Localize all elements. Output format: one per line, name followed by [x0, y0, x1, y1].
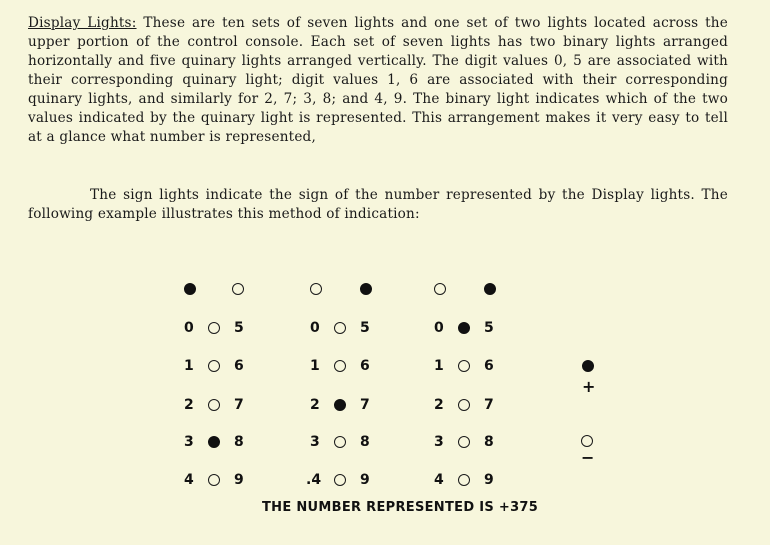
display-lights-paragraph: [28, 14, 728, 147]
quinary-digit-high: 8: [234, 434, 244, 450]
quinary-digit-low: 4: [184, 472, 194, 488]
quinary-digit-high: 9: [360, 472, 370, 488]
quinary-digit-low: 0: [310, 320, 320, 336]
binary-light-left: [184, 283, 196, 295]
quinary-digit-high: 8: [360, 434, 370, 450]
quinary-light: [334, 474, 346, 486]
binary-light-left: [310, 283, 322, 295]
quinary-digit-low: 0: [184, 320, 194, 336]
number-represented-caption: THE NUMBER REPRESENTED IS +375: [262, 500, 539, 515]
quinary-digit-high: 5: [360, 320, 370, 336]
quinary-light: [334, 399, 346, 411]
quinary-digit-high: 7: [360, 397, 370, 413]
quinary-digit-low: 4: [434, 472, 444, 488]
quinary-light: [458, 474, 470, 486]
quinary-light: [458, 322, 470, 334]
quinary-digit-high: 9: [484, 472, 494, 488]
quinary-digit-low: 1: [434, 358, 444, 374]
quinary-digit-low: .4: [306, 472, 322, 488]
quinary-digit-low: 1: [310, 358, 320, 374]
quinary-digit-high: 6: [484, 358, 494, 374]
quinary-light: [334, 360, 346, 372]
quinary-light: [208, 322, 220, 334]
plus-sign-light: [582, 360, 594, 372]
quinary-digit-low: 2: [184, 397, 194, 413]
quinary-digit-low: 3: [434, 434, 444, 450]
quinary-digit-low: 1: [184, 358, 194, 374]
quinary-digit-high: 7: [484, 397, 494, 413]
quinary-light: [458, 360, 470, 372]
quinary-digit-high: 6: [360, 358, 370, 374]
quinary-digit-low: 2: [310, 397, 320, 413]
quinary-light: [208, 399, 220, 411]
display-lights-body: These are ten sets of seven lights and one set of two lights located across the upper portion of the control console. Each set of seven lights has two binary lights arranged horizontally and five quinary lights arranged vertically. The digit values 0, 5 are associated with their corresponding quinary light; digit values 1, 6 are associated with their corresponding quinary lights, and similarly for 2, 7; 3, 8; and 4, 9. The binary light indicates which of the two values indicated by the quinary light is represented. This arrangement makes it very easy to tell at a glance what number is represented,: [28, 15, 728, 145]
sign-lights-paragraph: The sign lights indicate the sign of the number represented by the Display lights. The following example illustrates this method of indication:: [28, 187, 728, 222]
quinary-digit-high: 7: [234, 397, 244, 413]
display-lights-heading: Display Lights:: [28, 15, 137, 31]
binary-light-right: [360, 283, 372, 295]
quinary-digit-high: 8: [484, 434, 494, 450]
quinary-digit-low: 0: [434, 320, 444, 336]
quinary-light: [334, 436, 346, 448]
plus-sign-label: +: [582, 377, 596, 396]
quinary-digit-high: 5: [234, 320, 244, 336]
binary-light-right: [232, 283, 244, 295]
quinary-digit-high: 5: [484, 320, 494, 336]
quinary-light: [208, 436, 220, 448]
quinary-light: [208, 360, 220, 372]
quinary-light: [458, 399, 470, 411]
binary-light-right: [484, 283, 496, 295]
quinary-digit-high: 6: [234, 358, 244, 374]
quinary-light: [458, 436, 470, 448]
quinary-digit-low: 2: [434, 397, 444, 413]
quinary-digit-low: 3: [184, 434, 194, 450]
quinary-digit-low: 3: [310, 434, 320, 450]
minus-sign-light: [581, 435, 593, 447]
quinary-digit-high: 9: [234, 472, 244, 488]
minus-sign-label: −: [581, 448, 595, 467]
quinary-light: [208, 474, 220, 486]
binary-light-left: [434, 283, 446, 295]
quinary-light: [334, 322, 346, 334]
